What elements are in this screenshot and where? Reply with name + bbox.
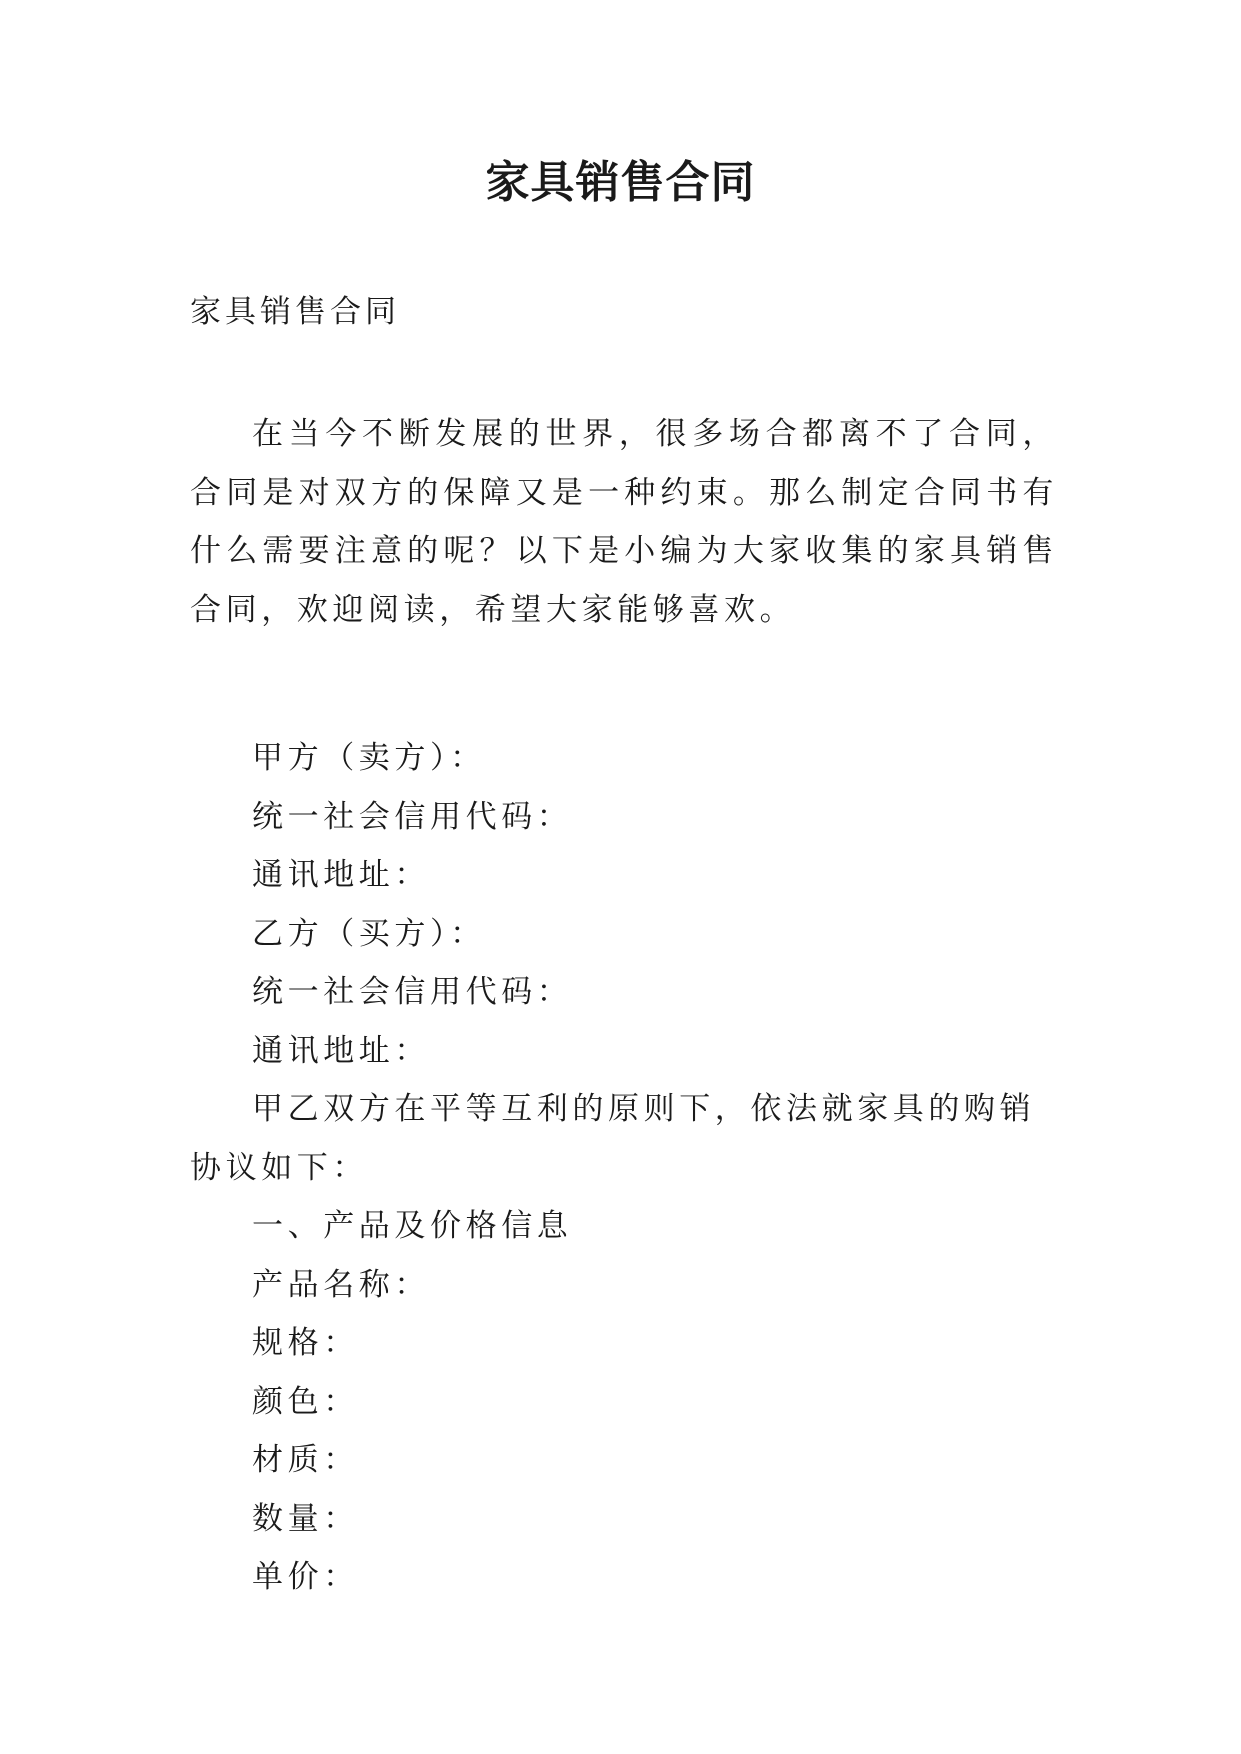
unit-price-field: 单价： [252, 1559, 359, 1595]
product-name-field: 产品名称： [252, 1266, 430, 1303]
spec-field: 规格： [252, 1325, 359, 1361]
document-title: 家具销售合同 [485, 157, 756, 208]
party-a-label: 甲方（卖方）： [252, 740, 486, 776]
quantity-field: 数量： [252, 1500, 359, 1537]
paragraph-gap [190, 639, 1058, 729]
section-1-heading: 一、产品及价格信息 [252, 1208, 573, 1244]
intro-paragraph: 在当今不断发展的世界，很多场合都离不了合同，合同是对双方的保障又是一种约束。那么制定合同书有什么需要注意的呢？以下是小编为大家收集的家具销售合同，欢迎阅读，希望大家能够喜欢。 [190, 416, 1058, 628]
document-body [190, 405, 1058, 1607]
party-a-address-label: 通讯地址： [252, 857, 430, 893]
agreement-paragraph: 甲乙双方在平等互利的原则下，依法就家具的购销协议如下： [190, 1091, 1036, 1186]
party-b-label: 乙方（买方）： [252, 915, 486, 952]
party-a-credit-code-label: 统一社会信用代码： [252, 798, 573, 835]
party-b-address-label: 通讯地址： [252, 1032, 430, 1069]
party-b-credit-code-label: 统一社会信用代码： [252, 974, 573, 1010]
document-subtitle: 家具销售合同 [190, 294, 400, 330]
color-field: 颜色： [252, 1383, 359, 1420]
material-field: 材质： [252, 1442, 359, 1478]
